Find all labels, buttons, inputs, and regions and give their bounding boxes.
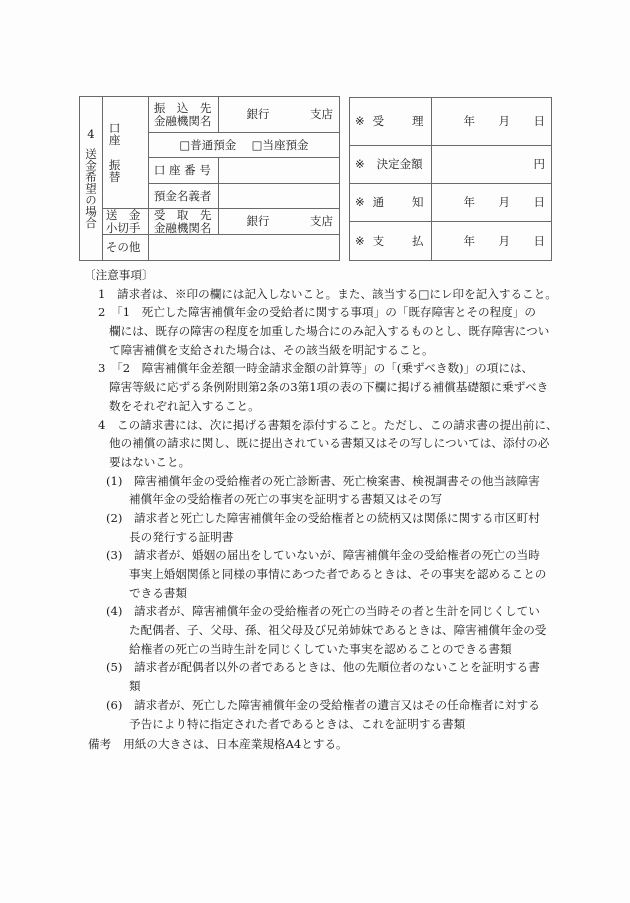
receiving-bank-label-line2: 金融機関名 [153,220,212,235]
year-label: 年 [463,233,475,248]
decided-amount-field[interactable] [431,146,552,184]
note-line: 数をそれぞれ記入すること。 [109,398,260,413]
note-line: て障害補償を支給された場合は、その該当級を明記すること。 [109,342,434,357]
deposit-type-cell [148,133,339,158]
note-line: 2 「1 死亡した障害補償年金の受給者に関する事項」の「既存障害とその程度」の [98,305,536,320]
account-holder-label [148,184,218,209]
remark-text: 用紙の大きさは、日本産業規格A4とする。 [123,737,348,751]
note-subline: (3) 請求者が、婚姻の届出をしていないが、障害補償年金の受給権者の死亡の当時 [106,548,540,563]
receiving-bank-label-line1: 受 取 先 [153,208,212,223]
label-paid-b: 払 [412,233,424,248]
year-label: 年 [463,114,475,129]
office-row-decided-amount [350,146,552,184]
remark [88,736,348,752]
note-line: 3 「2 障害補償年金差額一時金請求金額の計算等」の「(乗ずべき数)」の項には、 [98,361,534,376]
label-notified-a: 通 [372,195,385,210]
day-label: 日 [533,114,545,129]
month-label: 月 [498,114,510,129]
transfer-bank-field[interactable] [218,97,339,133]
transfer-bank-label-cell [148,97,218,133]
note-line: 1 請求者は、※印の欄には記入しないこと。また、該当する□にレ印を記入すること。 [98,286,557,301]
note-line: 障害等級に応ずる条例附則第2条の3第1項の表の下欄に掲げる補償基礎額に乗ずべき [109,380,549,395]
remittance-table [79,96,340,261]
account-transfer-label-line1: 口 座 [108,121,144,148]
section-number: 4 [87,127,95,142]
ordinary-deposit-checkbox[interactable]: □ [179,137,191,152]
ordinary-deposit-label: 普通預金 [190,137,237,152]
received-date-field[interactable] [431,98,552,146]
other-field[interactable] [148,235,339,261]
remittance-check-label-line1: 送 金 [105,208,141,223]
label-paid-a: 支 [372,233,385,248]
transfer-bank-label-line2: 金融機関名 [153,113,212,128]
bank-suffix: 銀行 [246,107,270,122]
note-subline: (4) 請求者が、障害補償年金の受給権者の死亡の当時その者と生計を同じくしてい [106,604,540,619]
remittance-check-label-line2: 小切手 [105,220,141,235]
label-received-b: 理 [412,114,424,129]
note-subline: 補償年金の受給権者の死亡の事実を証明する書類又はその写 [129,492,443,507]
asterisk-mark: ※ [355,114,365,129]
receiving-bank-label-cell [148,209,218,235]
note-line: 4 この請求書には、次に掲げる書類を添付すること。ただし、この請求書の提出前に、 [98,417,558,432]
note-subline: 給権者の死亡の当時生計を同じくしていた事実を認めることのできる書類 [129,641,512,656]
account-holder-label-text: 預金名義者 [153,188,212,203]
account-number-field[interactable] [218,158,339,184]
remark-label: 備考 [88,737,112,751]
account-number-label-text: 口 座 番 号 [153,163,211,178]
account-transfer-label-line2: 振 替 [108,157,144,184]
notified-date-field[interactable] [431,184,552,222]
current-deposit-label: 当座預金 [262,137,309,152]
asterisk-mark: ※ [355,157,365,172]
note-line: 他の補償の請求に関し、既に提出されている書類又はその写しについては、添付の必 [109,436,550,451]
transfer-bank-label-line1: 振 込 先 [153,101,212,116]
month-label: 月 [498,233,510,248]
other-label [102,235,148,261]
notes-section [84,266,558,733]
other-label-text: その他 [105,240,141,255]
account-transfer-label-cell [102,97,148,209]
paid-date-field[interactable] [431,222,552,261]
year-label: 年 [463,195,475,210]
note-subline: 類 [129,679,141,694]
note-subline: た配偶者、子、父母、孫、祖父母及び兄弟姉妹であるときは、障害補償年金の受 [129,623,547,638]
day-label: 日 [533,233,545,248]
note-subline: (1) 障害補償年金の受給権者の死亡診断書、死亡検案書、検視調書その他当該障害 [106,473,540,488]
yen-unit: 円 [533,157,545,172]
note-line: 欄には、既存の障害の程度を加重した場合にのみ記入するものとし、既存障害につい [109,324,550,339]
note-subline: (2) 請求者と死亡した障害補償年金の受給権者との続柄又は関係に関する市区町村 [106,510,540,525]
receiving-bank-field[interactable] [218,209,339,235]
asterisk-mark: ※ [355,233,365,248]
note-subline: できる書類 [129,585,187,600]
branch-suffix: 支店 [310,107,333,122]
note-subline: 予告により特に指定された者であるときは、これを証明する書類 [129,716,466,731]
account-number-label [148,158,218,184]
label-notified-b: 知 [412,195,424,210]
current-deposit-checkbox[interactable]: □ [251,137,263,152]
note-line: 要はないこと。 [109,454,191,469]
office-row-notified [350,184,552,222]
month-label: 月 [498,195,510,210]
remittance-check-label-cell [102,209,148,235]
section-4-header-cell [80,97,103,261]
notes-heading: 〔注意事項〕 [84,268,154,282]
note-subline: (5) 請求者が配偶者以外の者であるときは、他の先順位者のないことを証明する書 [106,660,540,675]
office-row-paid [350,222,552,261]
label-received-a: 受 [372,114,385,129]
office-use-table [349,97,552,261]
label-decided-amount: 決定金額 [376,157,423,172]
note-subline: (6) 請求者が、死亡した障害補償年金の受給権者の遺言又はその任命権者に対する [106,697,540,712]
office-row-received [350,98,552,146]
bank-suffix: 銀行 [246,214,270,229]
section-title: 送金希望の場合 [83,148,98,229]
day-label: 日 [533,195,545,210]
branch-suffix: 支店 [310,214,333,229]
note-subline: 長の発行する証明書 [129,529,234,544]
note-subline: 事実上婚姻関係と同様の事情にあつた者であるときは、その事実を認めることの [129,567,547,581]
account-holder-field[interactable] [218,184,339,209]
asterisk-mark: ※ [355,195,365,210]
